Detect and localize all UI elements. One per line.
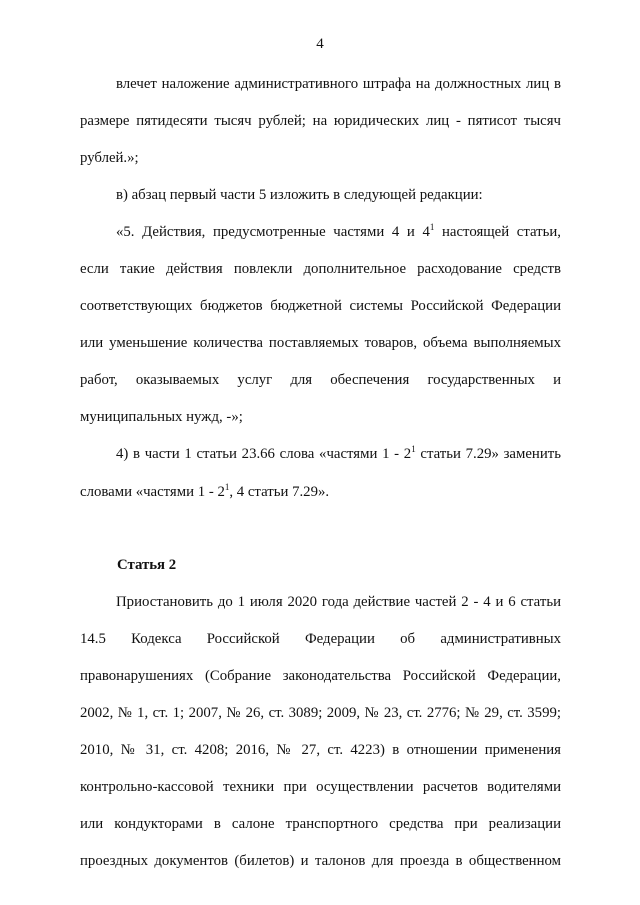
text-line (80, 436, 561, 473)
text-line: если такие действия повлекли дополнительное расходование средств (80, 261, 561, 278)
text-line: муниципальных нужд, -»; (80, 409, 243, 426)
text-line: 2002, № 1, ст. 1; 2007, № 26, ст. 3089; 2009, № 23, ст. 2776; № 29, ст. 3599; (80, 704, 561, 721)
superscript: 1 (429, 222, 435, 233)
text-line: Приостановить до 1 июля 2020 года действие частей 2 - 4 и 6 статьи (116, 593, 561, 610)
text-line: или кондукторами в салоне транспортного средства при реализации (80, 815, 561, 832)
text-line: рублей.»; (80, 150, 139, 167)
text-line: размере пятидесяти тысяч рублей; на юридических лиц - пятисот тысяч (80, 113, 561, 130)
text-line: в) абзац первый части 5 изложить в следующей редакции: (116, 187, 483, 204)
text-run: 4) в части 1 статьи 23.66 слова «частями 1 - 2 (116, 446, 412, 463)
text-line (80, 214, 561, 251)
text-run: , 4 статьи 7.29». (229, 483, 330, 500)
superscript: 1 (224, 481, 230, 492)
article-heading: Статья 2 (117, 556, 177, 573)
text-line: 2010, № 31, ст. 4208; 2016, № 27, ст. 4223) в отношении применения (80, 741, 561, 758)
text-run: «5. Действия, предусмотренные частями 4 и 4 (116, 224, 430, 241)
superscript: 1 (411, 444, 416, 455)
document-body (80, 66, 561, 880)
text-line: правонарушениях (Собрание законодательства Российской Федерации, (80, 667, 561, 684)
text-run: словами «частями 1 - 2 (80, 483, 225, 500)
text-line: работ, оказываемых услуг для обеспечения государственных и (80, 372, 561, 389)
section-gap (80, 511, 561, 547)
page-number: 4 (316, 36, 324, 52)
text-line: 14.5 Кодекса Российской Федерации об административных (80, 630, 561, 647)
text-run: статьи 7.29» заменить (415, 446, 561, 463)
text-line: контрольно-кассовой техники при осуществлении расчетов водителями (80, 778, 561, 795)
text-line: соответствующих бюджетов бюджетной системы Российской Федерации (80, 298, 561, 315)
text-line (80, 474, 561, 511)
text-line: или уменьшение количества поставляемых товаров, объема выполняемых (80, 335, 561, 352)
text-line: проездных документов (билетов) и талонов для проезда в общественном (80, 852, 561, 869)
text-run: настоящей статьи, (434, 224, 561, 241)
text-line: влечет наложение административного штрафа на должностных лиц в (116, 76, 561, 92)
